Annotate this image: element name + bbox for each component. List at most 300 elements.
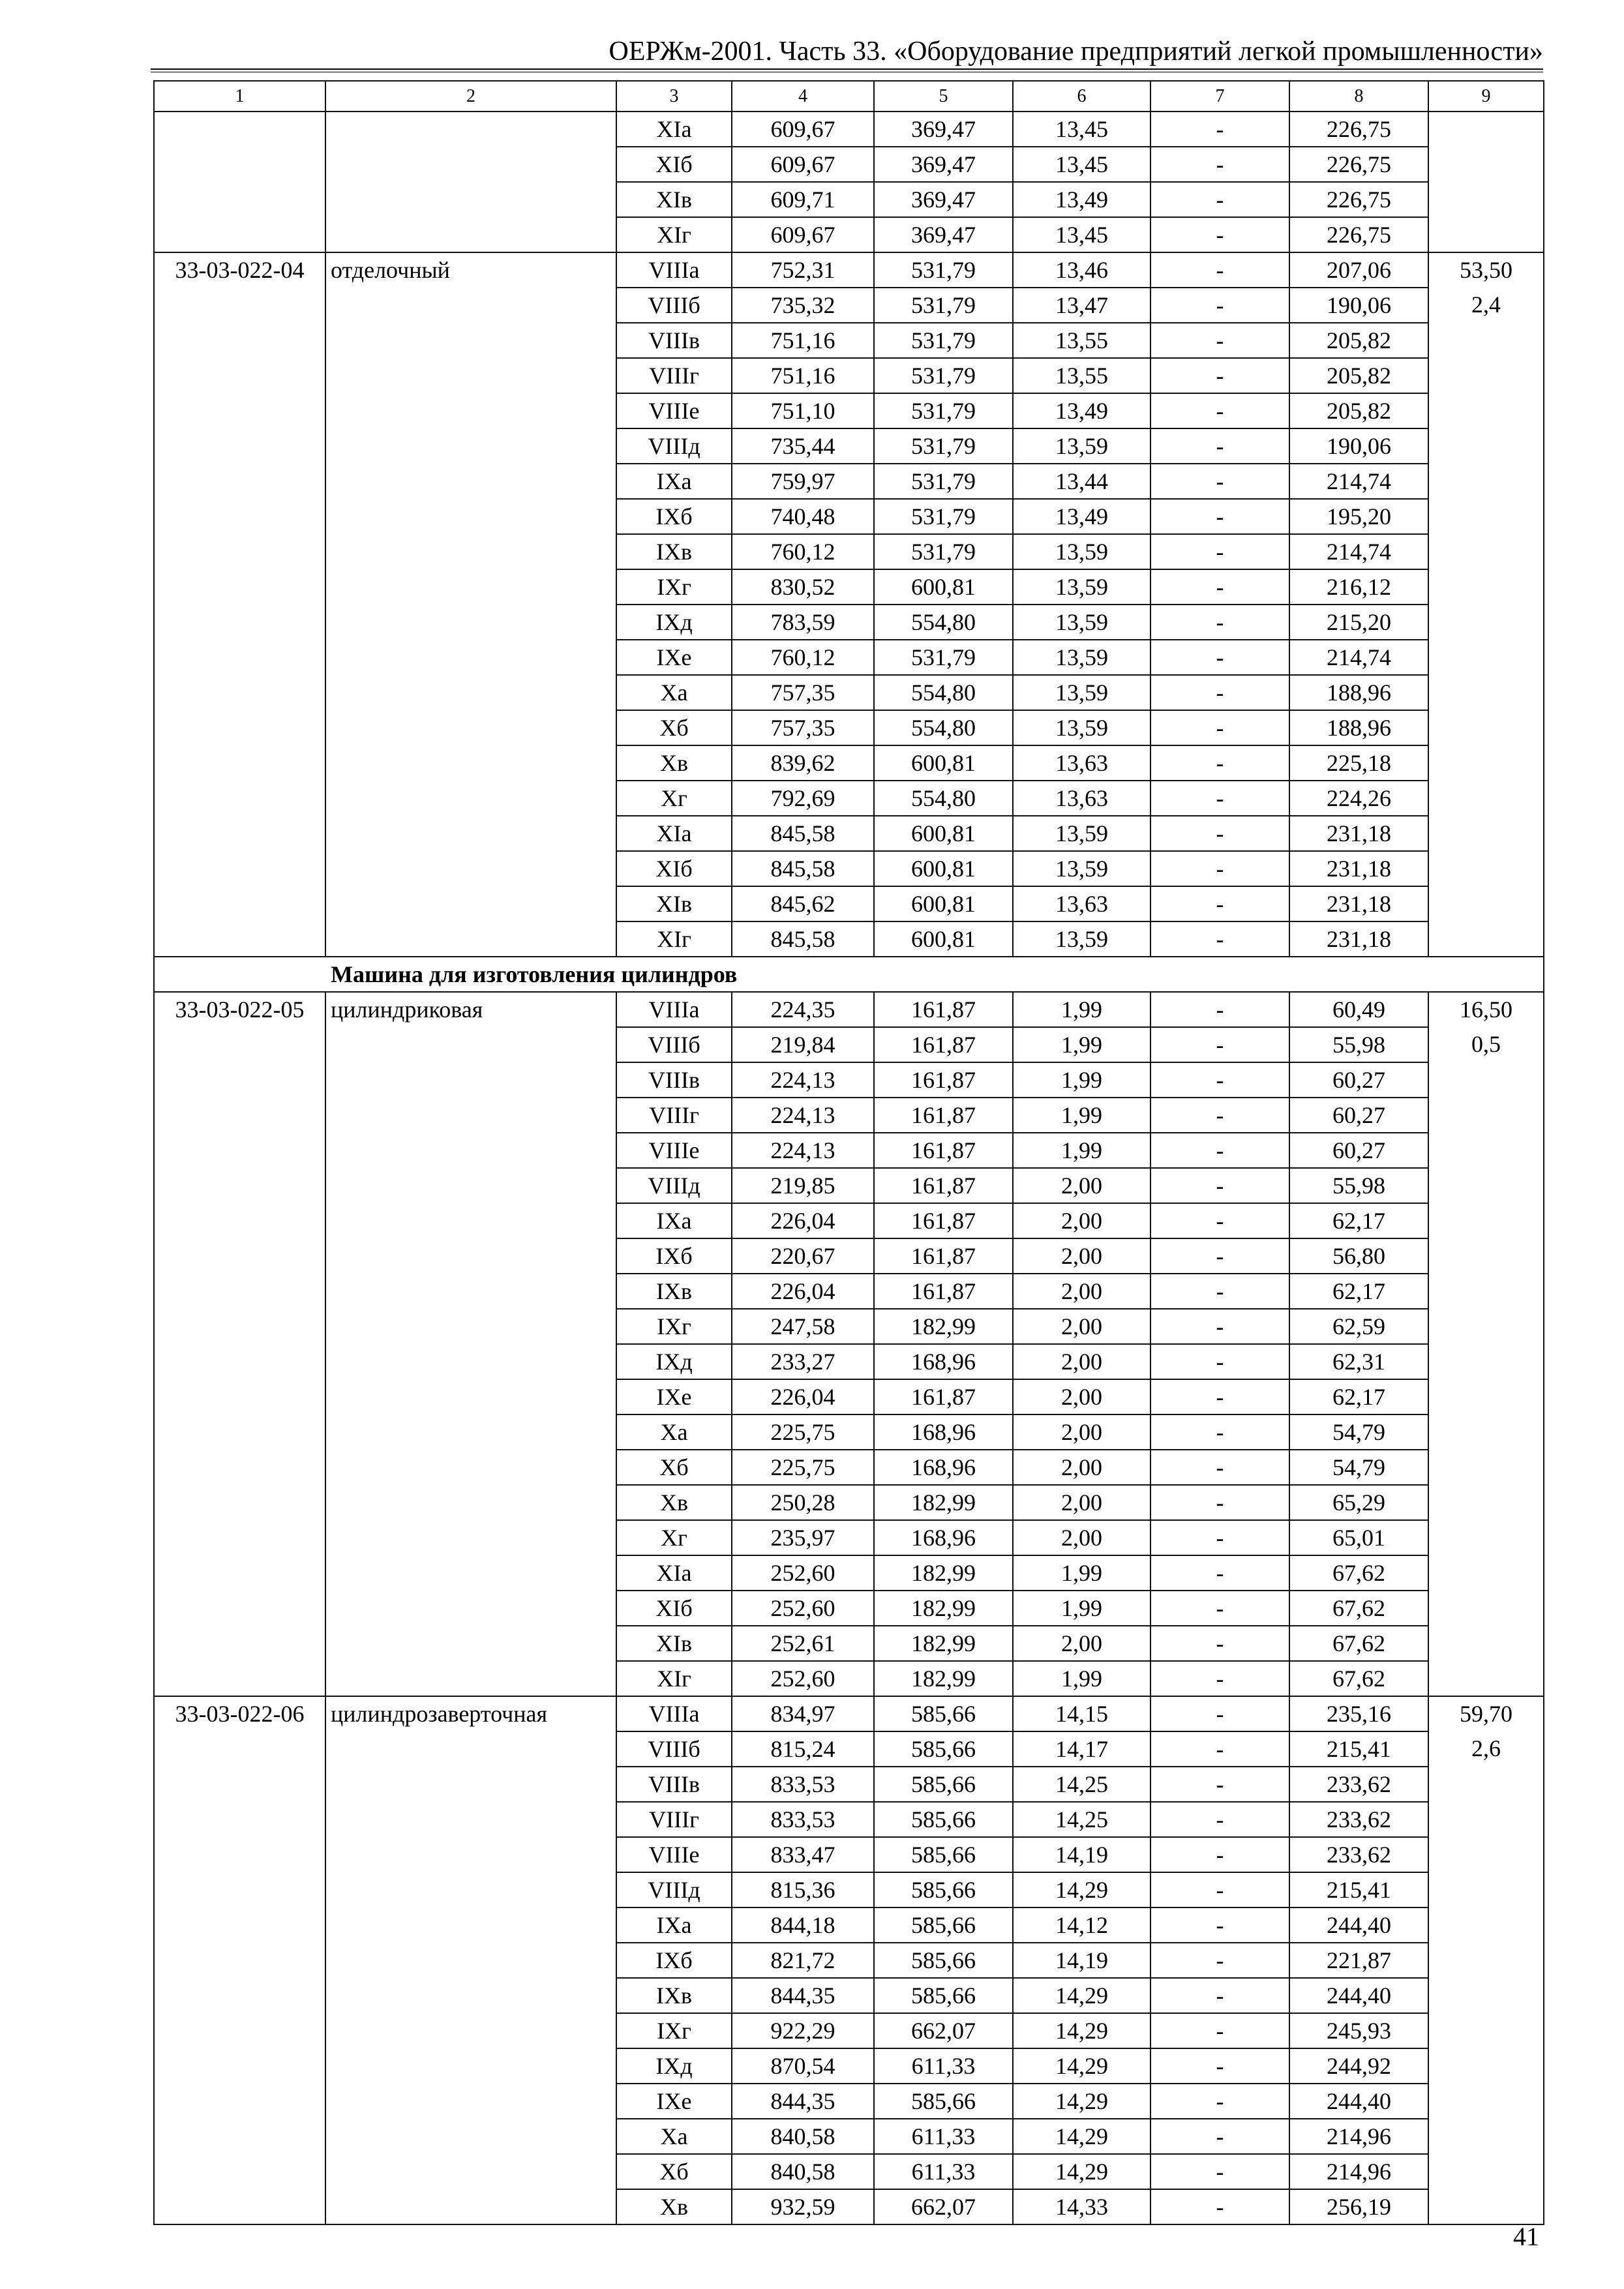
value-col6: 2,00 — [1013, 1626, 1150, 1661]
value-col7: - — [1150, 710, 1289, 745]
value-col4: 833,47 — [732, 1837, 874, 1872]
variant-label: XIв — [616, 1626, 732, 1661]
variant-label: XIб — [616, 1591, 732, 1626]
value-col8: 226,75 — [1289, 147, 1428, 182]
col9-cell — [1428, 252, 1544, 957]
value-col6: 14,15 — [1013, 1696, 1150, 1731]
value-col6: 13,59 — [1013, 816, 1150, 851]
value-col8: 188,96 — [1289, 675, 1428, 710]
variant-label: VIIIд — [616, 1168, 732, 1203]
value-col4: 845,62 — [732, 886, 874, 921]
variant-label: IXд — [616, 2048, 732, 2084]
value-col7: - — [1150, 428, 1289, 464]
item-name: цилиндриковая — [325, 992, 616, 1696]
value-col7: - — [1150, 886, 1289, 921]
value-col4: 839,62 — [732, 745, 874, 781]
value-col7: - — [1150, 2048, 1289, 2084]
variant-label: XIб — [616, 851, 732, 886]
value-col7: - — [1150, 2189, 1289, 2224]
value-col4: 225,75 — [732, 1414, 874, 1450]
value-col5: 369,47 — [874, 147, 1013, 182]
value-col5: 161,87 — [874, 1062, 1013, 1098]
value-col8: 231,18 — [1289, 816, 1428, 851]
value-col6: 14,33 — [1013, 2189, 1150, 2224]
value-col4: 759,97 — [732, 464, 874, 499]
value-col6: 13,59 — [1013, 534, 1150, 569]
variant-label: VIIIг — [616, 1098, 732, 1133]
value-col7: - — [1150, 1943, 1289, 1978]
value-col5: 182,99 — [874, 1309, 1013, 1344]
value-col7: - — [1150, 358, 1289, 393]
value-col6: 2,00 — [1013, 1309, 1150, 1344]
value-col4: 226,04 — [732, 1203, 874, 1238]
value-col4: 922,29 — [732, 2013, 874, 2048]
value-col4: 233,27 — [732, 1344, 874, 1379]
value-col5: 662,07 — [874, 2189, 1013, 2224]
value-col8: 54,79 — [1289, 1450, 1428, 1485]
col9-value: 16,50 — [1460, 996, 1512, 1023]
value-col8: 62,31 — [1289, 1344, 1428, 1379]
value-col5: 585,66 — [874, 1943, 1013, 1978]
value-col5: 369,47 — [874, 112, 1013, 147]
value-col6: 13,59 — [1013, 605, 1150, 640]
value-col4: 235,97 — [732, 1520, 874, 1555]
value-col8: 67,62 — [1289, 1591, 1428, 1626]
value-col5: 585,66 — [874, 1802, 1013, 1837]
variant-label: VIIIд — [616, 428, 732, 464]
value-col6: 14,12 — [1013, 1908, 1150, 1943]
value-col4: 834,97 — [732, 1696, 874, 1731]
value-col5: 161,87 — [874, 1238, 1013, 1274]
value-col8: 214,96 — [1289, 2119, 1428, 2154]
header-rule — [151, 68, 1543, 72]
value-col5: 531,79 — [874, 534, 1013, 569]
value-col6: 14,29 — [1013, 1978, 1150, 2013]
value-col7: - — [1150, 1414, 1289, 1450]
variant-label: VIIIе — [616, 1133, 732, 1168]
value-col4: 226,04 — [732, 1379, 874, 1414]
value-col7: - — [1150, 1027, 1289, 1062]
value-col8: 214,74 — [1289, 464, 1428, 499]
variant-label: IXе — [616, 640, 732, 675]
value-col8: 214,96 — [1289, 2154, 1428, 2189]
variant-label: Xа — [616, 1414, 732, 1450]
value-col7: - — [1150, 1203, 1289, 1238]
column-number: 1 — [154, 81, 325, 112]
variant-label: VIIIв — [616, 1062, 732, 1098]
page-number: 41 — [1513, 2222, 1539, 2251]
variant-label: VIIIе — [616, 1837, 732, 1872]
value-col5: 182,99 — [874, 1661, 1013, 1696]
value-col4: 760,12 — [732, 534, 874, 569]
value-col8: 244,40 — [1289, 1908, 1428, 1943]
value-col6: 1,99 — [1013, 1661, 1150, 1696]
value-col7: - — [1150, 569, 1289, 605]
variant-label: IXв — [616, 1978, 732, 2013]
value-col4: 844,35 — [732, 1978, 874, 2013]
value-col8: 231,18 — [1289, 886, 1428, 921]
value-col4: 220,67 — [732, 1238, 874, 1274]
value-col6: 14,25 — [1013, 1802, 1150, 1837]
variant-label: VIIIа — [616, 1696, 732, 1731]
variant-label: VIIIб — [616, 288, 732, 323]
value-col8: 207,06 — [1289, 252, 1428, 288]
variant-label: VIIIб — [616, 1027, 732, 1062]
value-col4: 751,10 — [732, 393, 874, 428]
value-col5: 585,66 — [874, 1696, 1013, 1731]
value-col7: - — [1150, 1062, 1289, 1098]
value-col7: - — [1150, 745, 1289, 781]
value-col6: 13,44 — [1013, 464, 1150, 499]
value-col7: - — [1150, 1696, 1289, 1731]
value-col5: 161,87 — [874, 1027, 1013, 1062]
value-col4: 757,35 — [732, 710, 874, 745]
value-col8: 60,27 — [1289, 1062, 1428, 1098]
value-col7: - — [1150, 147, 1289, 182]
value-col6: 1,99 — [1013, 1062, 1150, 1098]
value-col4: 252,61 — [732, 1626, 874, 1661]
variant-label: XIа — [616, 112, 732, 147]
value-col6: 2,00 — [1013, 1203, 1150, 1238]
value-col7: - — [1150, 1731, 1289, 1767]
value-col4: 219,84 — [732, 1027, 874, 1062]
value-col5: 161,87 — [874, 992, 1013, 1027]
value-col4: 932,59 — [732, 2189, 874, 2224]
variant-label: XIв — [616, 182, 732, 217]
value-col5: 531,79 — [874, 640, 1013, 675]
value-col7: - — [1150, 1802, 1289, 1837]
variant-label: IXб — [616, 1238, 732, 1274]
value-col6: 1,99 — [1013, 1098, 1150, 1133]
value-col8: 55,98 — [1289, 1168, 1428, 1203]
value-col4: 830,52 — [732, 569, 874, 605]
variant-label: XIг — [616, 217, 732, 252]
value-col7: - — [1150, 1168, 1289, 1203]
value-col6: 13,45 — [1013, 217, 1150, 252]
rates-table — [153, 80, 1544, 2225]
value-col4: 252,60 — [732, 1661, 874, 1696]
value-col5: 662,07 — [874, 2013, 1013, 2048]
variant-label: Xа — [616, 675, 732, 710]
value-col8: 215,20 — [1289, 605, 1428, 640]
variant-label: IXб — [616, 499, 732, 534]
column-number: 5 — [874, 81, 1013, 112]
value-col7: - — [1150, 1238, 1289, 1274]
variant-label: IXд — [616, 605, 732, 640]
value-col4: 844,18 — [732, 1908, 874, 1943]
value-col7: - — [1150, 1274, 1289, 1309]
table-body — [154, 81, 1544, 2224]
value-col4: 844,35 — [732, 2084, 874, 2119]
value-col5: 600,81 — [874, 569, 1013, 605]
value-col6: 2,00 — [1013, 1485, 1150, 1520]
value-col7: - — [1150, 605, 1289, 640]
section-heading-row — [154, 957, 1544, 992]
value-col5: 585,66 — [874, 1837, 1013, 1872]
value-col6: 14,17 — [1013, 1731, 1150, 1767]
value-col6: 1,99 — [1013, 1591, 1150, 1626]
value-col7: - — [1150, 921, 1289, 957]
value-col8: 225,18 — [1289, 745, 1428, 781]
value-col8: 60,27 — [1289, 1098, 1428, 1133]
value-col7: - — [1150, 1379, 1289, 1414]
value-col8: 62,59 — [1289, 1309, 1428, 1344]
value-col4: 757,35 — [732, 675, 874, 710]
column-number: 3 — [616, 81, 732, 112]
value-col7: - — [1150, 1837, 1289, 1872]
variant-label: VIIIб — [616, 1731, 732, 1767]
value-col6: 13,49 — [1013, 393, 1150, 428]
value-col5: 611,33 — [874, 2119, 1013, 2154]
value-col6: 14,19 — [1013, 1943, 1150, 1978]
value-col4: 226,04 — [732, 1274, 874, 1309]
value-col7: - — [1150, 675, 1289, 710]
value-col6: 14,29 — [1013, 2013, 1150, 2048]
value-col5: 600,81 — [874, 886, 1013, 921]
value-col8: 226,75 — [1289, 112, 1428, 147]
value-col6: 14,25 — [1013, 1767, 1150, 1802]
variant-label: IXа — [616, 464, 732, 499]
running-header: ОЕРЖм-2001. Часть 33. «Оборудование предприятий легкой промышленности» — [609, 37, 1543, 67]
value-col4: 735,44 — [732, 428, 874, 464]
value-col5: 161,87 — [874, 1203, 1013, 1238]
value-col8: 226,75 — [1289, 217, 1428, 252]
value-col4: 224,13 — [732, 1098, 874, 1133]
value-col7: - — [1150, 182, 1289, 217]
value-col6: 13,63 — [1013, 745, 1150, 781]
value-col8: 54,79 — [1289, 1414, 1428, 1450]
value-col4: 250,28 — [732, 1485, 874, 1520]
variant-label: Xб — [616, 1450, 732, 1485]
value-col6: 13,59 — [1013, 640, 1150, 675]
value-col7: - — [1150, 781, 1289, 816]
value-col5: 161,87 — [874, 1274, 1013, 1309]
value-col6: 13,49 — [1013, 182, 1150, 217]
value-col4: 845,58 — [732, 921, 874, 957]
value-col8: 56,80 — [1289, 1238, 1428, 1274]
section-heading: Машина для изготовления цилиндров — [154, 957, 1544, 992]
value-col4: 845,58 — [732, 851, 874, 886]
value-col6: 13,63 — [1013, 781, 1150, 816]
value-col8: 65,29 — [1289, 1485, 1428, 1520]
table-row — [154, 252, 1544, 288]
variant-label: XIг — [616, 1661, 732, 1696]
value-col6: 13,59 — [1013, 921, 1150, 957]
value-col7: - — [1150, 499, 1289, 534]
value-col7: - — [1150, 217, 1289, 252]
value-col4: 833,53 — [732, 1802, 874, 1837]
col9-value: 53,50 — [1460, 257, 1512, 283]
value-col5: 554,80 — [874, 710, 1013, 745]
value-col8: 205,82 — [1289, 393, 1428, 428]
value-col7: - — [1150, 1485, 1289, 1520]
value-col8: 67,62 — [1289, 1661, 1428, 1696]
value-col4: 751,16 — [732, 323, 874, 358]
value-col6: 14,19 — [1013, 1837, 1150, 1872]
value-col8: 190,06 — [1289, 428, 1428, 464]
value-col5: 554,80 — [874, 605, 1013, 640]
value-col5: 531,79 — [874, 428, 1013, 464]
value-col7: - — [1150, 2119, 1289, 2154]
value-col6: 2,00 — [1013, 1344, 1150, 1379]
value-col4: 609,67 — [732, 147, 874, 182]
col9-cell — [1428, 1696, 1544, 2224]
value-col5: 168,96 — [874, 1520, 1013, 1555]
value-col5: 611,33 — [874, 2154, 1013, 2189]
value-col7: - — [1150, 323, 1289, 358]
value-col8: 215,41 — [1289, 1731, 1428, 1767]
variant-label: VIIIг — [616, 1802, 732, 1837]
value-col6: 14,29 — [1013, 2119, 1150, 2154]
value-col8: 235,16 — [1289, 1696, 1428, 1731]
value-col6: 14,29 — [1013, 1872, 1150, 1908]
value-col5: 585,66 — [874, 1731, 1013, 1767]
value-col5: 161,87 — [874, 1133, 1013, 1168]
variant-label: IXг — [616, 2013, 732, 2048]
value-col5: 531,79 — [874, 358, 1013, 393]
value-col7: - — [1150, 1098, 1289, 1133]
value-col8: 224,26 — [1289, 781, 1428, 816]
value-col8: 62,17 — [1289, 1379, 1428, 1414]
value-col5: 554,80 — [874, 675, 1013, 710]
variant-label: VIIIа — [616, 992, 732, 1027]
value-col4: 783,59 — [732, 605, 874, 640]
value-col5: 168,96 — [874, 1414, 1013, 1450]
value-col7: - — [1150, 816, 1289, 851]
value-col5: 531,79 — [874, 288, 1013, 323]
value-col4: 219,85 — [732, 1168, 874, 1203]
column-number: 9 — [1428, 81, 1544, 112]
value-col7: - — [1150, 2013, 1289, 2048]
value-col5: 585,66 — [874, 1908, 1013, 1943]
value-col8: 188,96 — [1289, 710, 1428, 745]
value-col8: 62,17 — [1289, 1274, 1428, 1309]
variant-label: XIг — [616, 921, 732, 957]
value-col5: 531,79 — [874, 252, 1013, 288]
value-col7: - — [1150, 1626, 1289, 1661]
value-col4: 845,58 — [732, 816, 874, 851]
value-col7: - — [1150, 288, 1289, 323]
value-col8: 60,27 — [1289, 1133, 1428, 1168]
value-col6: 2,00 — [1013, 1450, 1150, 1485]
value-col6: 13,47 — [1013, 288, 1150, 323]
value-col4: 247,58 — [732, 1309, 874, 1344]
value-col4: 609,67 — [732, 217, 874, 252]
value-col6: 13,46 — [1013, 252, 1150, 288]
item-code: 33-03-022-06 — [154, 1696, 325, 2224]
value-col5: 585,66 — [874, 1978, 1013, 2013]
value-col7: - — [1150, 640, 1289, 675]
value-col5: 161,87 — [874, 1379, 1013, 1414]
variant-label: IXв — [616, 534, 732, 569]
value-col6: 2,00 — [1013, 1168, 1150, 1203]
value-col4: 751,16 — [732, 358, 874, 393]
value-col7: - — [1150, 534, 1289, 569]
variant-label: Xв — [616, 1485, 732, 1520]
value-col5: 600,81 — [874, 745, 1013, 781]
value-col4: 870,54 — [732, 2048, 874, 2084]
variant-label: IXб — [616, 1943, 732, 1978]
value-col7: - — [1150, 1344, 1289, 1379]
value-col8: 67,62 — [1289, 1626, 1428, 1661]
value-col6: 1,99 — [1013, 1555, 1150, 1591]
value-col8: 244,40 — [1289, 2084, 1428, 2119]
variant-label: VIIIд — [616, 1872, 732, 1908]
value-col6: 2,00 — [1013, 1414, 1150, 1450]
value-col5: 182,99 — [874, 1555, 1013, 1591]
value-col5: 600,81 — [874, 851, 1013, 886]
value-col7: - — [1150, 2154, 1289, 2189]
value-col4: 740,48 — [732, 499, 874, 534]
value-col7: - — [1150, 1555, 1289, 1591]
value-col6: 13,59 — [1013, 428, 1150, 464]
value-col7: - — [1150, 1767, 1289, 1802]
value-col6: 2,00 — [1013, 1274, 1150, 1309]
col9-cell — [1428, 112, 1544, 252]
variant-label: VIIIе — [616, 393, 732, 428]
value-col8: 190,06 — [1289, 288, 1428, 323]
value-col6: 13,45 — [1013, 147, 1150, 182]
variant-label: IXг — [616, 1309, 732, 1344]
variant-label: XIв — [616, 886, 732, 921]
value-col6: 13,59 — [1013, 851, 1150, 886]
value-col6: 13,59 — [1013, 569, 1150, 605]
column-numbers-row — [154, 81, 1544, 112]
value-col5: 168,96 — [874, 1450, 1013, 1485]
column-number: 6 — [1013, 81, 1150, 112]
value-col4: 792,69 — [732, 781, 874, 816]
value-col7: - — [1150, 1520, 1289, 1555]
value-col5: 161,87 — [874, 1098, 1013, 1133]
value-col6: 13,55 — [1013, 323, 1150, 358]
variant-label: VIIIв — [616, 1767, 732, 1802]
value-col4: 840,58 — [732, 2154, 874, 2189]
value-col4: 252,60 — [732, 1555, 874, 1591]
column-number: 8 — [1289, 81, 1428, 112]
col9-value: 59,70 — [1460, 1701, 1512, 1727]
value-col7: - — [1150, 851, 1289, 886]
variant-label: IXе — [616, 1379, 732, 1414]
value-col7: - — [1150, 992, 1289, 1027]
value-col5: 585,66 — [874, 2084, 1013, 2119]
value-col8: 233,62 — [1289, 1767, 1428, 1802]
value-col7: - — [1150, 1661, 1289, 1696]
value-col8: 214,74 — [1289, 640, 1428, 675]
column-number: 2 — [325, 81, 616, 112]
variant-label: Xа — [616, 2119, 732, 2154]
value-col5: 182,99 — [874, 1591, 1013, 1626]
value-col6: 14,29 — [1013, 2048, 1150, 2084]
variant-label: Xв — [616, 2189, 732, 2224]
value-col6: 14,29 — [1013, 2154, 1150, 2189]
value-col8: 195,20 — [1289, 499, 1428, 534]
value-col4: 224,13 — [732, 1062, 874, 1098]
value-col6: 13,63 — [1013, 886, 1150, 921]
value-col5: 531,79 — [874, 323, 1013, 358]
value-col5: 585,66 — [874, 1767, 1013, 1802]
value-col4: 815,24 — [732, 1731, 874, 1767]
variant-label: IXд — [616, 1344, 732, 1379]
item-name: отделочный — [325, 252, 616, 957]
col9-value: 0,5 — [1471, 1031, 1501, 1057]
table-row — [154, 1696, 1544, 1731]
value-col5: 554,80 — [874, 781, 1013, 816]
value-col8: 233,62 — [1289, 1837, 1428, 1872]
value-col6: 1,99 — [1013, 992, 1150, 1027]
value-col8: 216,12 — [1289, 569, 1428, 605]
value-col8: 221,87 — [1289, 1943, 1428, 1978]
value-col7: - — [1150, 1133, 1289, 1168]
